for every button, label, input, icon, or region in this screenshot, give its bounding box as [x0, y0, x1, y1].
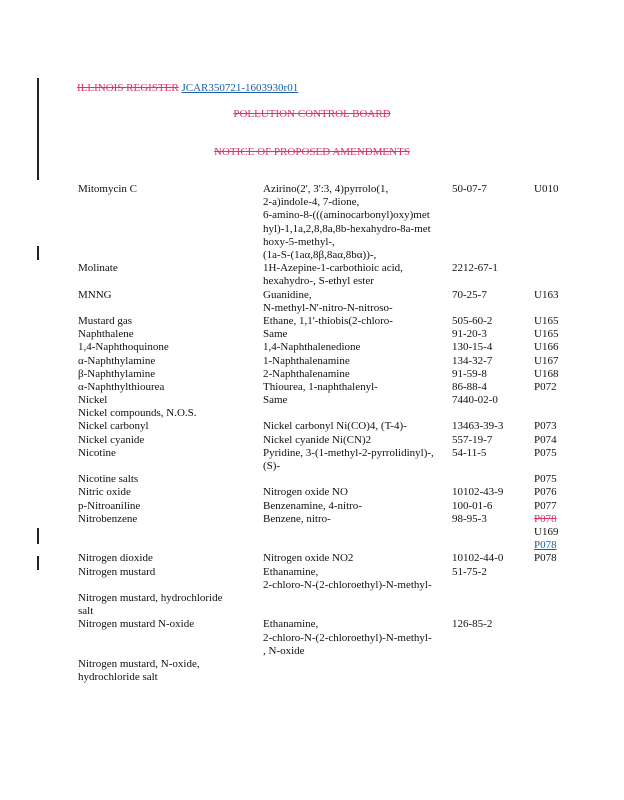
cell-line: 1,4-Naphthoquinone	[78, 341, 169, 354]
cell-line: Nitrogen oxide NO	[263, 486, 348, 499]
substance-name	[78, 420, 248, 433]
substance-name	[78, 183, 248, 196]
substance-name	[78, 618, 248, 631]
table-row	[0, 289, 624, 315]
cas-number: 91-20-3	[452, 328, 487, 341]
cell-line: U163	[534, 288, 559, 301]
table-row	[0, 552, 624, 565]
register-struck-text: ILLINOIS REGISTER	[77, 82, 179, 94]
register-header	[77, 82, 298, 95]
hazardous-waste-number	[534, 566, 594, 579]
hazardous-waste-number	[534, 500, 594, 513]
cell-line: Pyridine, 3-(1-methyl-2-pyrrolidinyl)-,	[263, 446, 434, 459]
cell-line: hydrochloride salt	[78, 671, 158, 684]
cell-line: α-Naphthylthiourea	[78, 380, 165, 393]
notice-title: NOTICE OF PROPOSED AMENDMENTS	[214, 146, 410, 158]
substance-name	[78, 355, 248, 368]
hazardous-waste-number	[534, 394, 594, 407]
cas-number: 505-60-2	[452, 314, 493, 327]
chemical-abstracts-name	[263, 289, 451, 315]
cell-line	[534, 394, 594, 407]
chemical-abstracts-name	[263, 368, 451, 381]
cell-line: Mustard gas	[78, 314, 133, 327]
cas-number: 70-25-7	[452, 288, 487, 301]
cell-line	[534, 658, 594, 671]
chemical-abstracts-name	[263, 434, 451, 447]
table-row	[0, 341, 624, 354]
substance-name	[78, 500, 248, 513]
hazardous-waste-number	[534, 473, 594, 486]
chemical-abstracts-name	[263, 566, 451, 592]
hazardous-waste-number	[534, 315, 594, 328]
chemical-abstracts-name	[263, 381, 451, 394]
substance-name	[78, 368, 248, 381]
cas-number: 134-32-7	[452, 354, 493, 367]
chemical-abstracts-name	[263, 315, 451, 328]
cell-line: U167	[534, 354, 559, 367]
cell-line: Nicotine	[78, 446, 116, 459]
substance-name	[78, 473, 248, 486]
substance-name	[78, 381, 248, 394]
table-row	[0, 328, 624, 341]
substance-name	[78, 407, 248, 420]
chemical-abstracts-name	[263, 552, 451, 565]
chemical-abstracts-name	[263, 500, 451, 513]
hazardous-waste-number	[534, 513, 594, 553]
cell-line: P074	[534, 433, 557, 446]
table-row	[0, 513, 624, 553]
cell-line: P078	[534, 539, 557, 552]
cell-line: Same	[263, 328, 288, 341]
substance-name	[78, 447, 248, 460]
cell-line: Molinate	[78, 262, 118, 275]
substance-name	[78, 552, 248, 565]
cas-number: 13463-39-3	[452, 420, 504, 433]
hazardous-waste-number	[534, 368, 594, 381]
cell-line: Guanidine,	[263, 288, 312, 301]
cell-line: Nitrogen mustard N-oxide	[78, 618, 195, 631]
chemical-abstracts-name	[263, 420, 451, 433]
chemical-abstracts-name	[263, 513, 451, 526]
chemical-abstracts-name	[263, 658, 451, 671]
hazardous-waste-number	[534, 434, 594, 447]
cell-line: Same	[263, 394, 288, 407]
chemical-abstracts-name	[263, 355, 451, 368]
table-row	[0, 486, 624, 499]
substance-name	[78, 486, 248, 499]
cas-number: 2212-67-1	[452, 262, 498, 275]
chemical-abstracts-name	[263, 394, 451, 407]
cell-line: Nickel carbonyl	[78, 420, 149, 433]
table-row	[0, 355, 624, 368]
hazardous-waste-number	[534, 328, 594, 341]
cell-line	[263, 658, 451, 671]
cas-number: 50-07-7	[452, 183, 487, 195]
table-row	[0, 618, 624, 658]
cell-line: 2-a)indole-4, 7-dione,	[263, 196, 360, 209]
hazardous-waste-number	[534, 552, 594, 565]
hazardous-waste-number	[534, 355, 594, 368]
substance-name	[78, 315, 248, 328]
hazardous-waste-number	[534, 618, 594, 631]
cell-line: U165	[534, 328, 559, 341]
cell-line: MNNG	[78, 288, 112, 301]
cell-line: P078	[534, 512, 557, 525]
table-row	[0, 394, 624, 407]
table-row	[0, 447, 624, 473]
hazardous-waste-number	[534, 592, 594, 605]
cell-line: Ethanamine,	[263, 618, 319, 631]
cas-number: 130-15-4	[452, 341, 493, 354]
cell-line: 1H-Azepine-1-carbothioic acid,	[263, 262, 403, 275]
hazardous-waste-number	[534, 183, 594, 196]
cell-line: hexahydro-, S-ethyl ester	[263, 275, 374, 288]
cell-line	[263, 407, 451, 420]
chemical-abstracts-name	[263, 183, 451, 262]
substance-name	[78, 513, 248, 526]
hazardous-waste-number	[534, 420, 594, 433]
substance-name	[78, 328, 248, 341]
substance-name	[78, 434, 248, 447]
cas-number: 91-59-8	[452, 367, 487, 380]
substance-name	[78, 592, 248, 618]
chemical-abstracts-name	[263, 341, 451, 354]
table-row	[0, 183, 624, 262]
cas-number: 54-11-5	[452, 446, 487, 459]
cell-line: Benzenamine, 4-nitro-	[263, 499, 362, 512]
cell-line: 1-Naphthalenamine	[263, 354, 350, 367]
cell-line: U168	[534, 367, 559, 380]
chemical-abstracts-name	[263, 407, 451, 420]
cell-line: Nickel cyanide	[78, 433, 145, 446]
cell-line: p-Nitroaniline	[78, 499, 141, 512]
table-row	[0, 381, 624, 394]
cell-line: U169	[534, 525, 559, 538]
cell-line: Nickel compounds, N.O.S.	[78, 407, 197, 420]
hazardous-waste-number	[534, 407, 594, 420]
cell-line: P072	[534, 380, 557, 393]
cell-line: 1,4-Naphthalenedione	[263, 341, 361, 354]
hazardous-waste-number	[534, 289, 594, 302]
table-row	[0, 473, 624, 486]
cell-line	[534, 407, 594, 420]
chemical-abstracts-name	[263, 328, 451, 341]
cell-line: Nitric oxide	[78, 486, 131, 499]
cell-line: 2-chloro-N-(2-chloroethyl)-N-methyl-	[263, 578, 432, 591]
cell-line: Nickel carbonyl Ni(CO)4, (T-4)-	[263, 420, 407, 433]
cell-line: P078	[534, 552, 557, 565]
hazardous-waste-number	[534, 381, 594, 394]
cell-line	[534, 618, 594, 631]
cell-line: α-Naphthylamine	[78, 354, 156, 367]
hazardous-waste-number	[534, 341, 594, 354]
cell-line	[534, 262, 594, 275]
cell-line: P073	[534, 420, 557, 433]
cas-number: 126-85-2	[452, 618, 493, 631]
cell-line: U165	[534, 314, 559, 327]
cell-line: P075	[534, 446, 557, 459]
chemical-abstracts-name	[263, 447, 451, 473]
cas-number: 557-19-7	[452, 433, 493, 446]
cell-line: Nickel	[78, 394, 108, 407]
cell-line: 6-amino-8-(((aminocarbonyl)oxy)met	[263, 209, 430, 222]
cell-line: Ethane, 1,1'-thiobis(2-chloro-	[263, 314, 393, 327]
cell-line	[263, 473, 451, 486]
cas-number: 10102-44-0	[452, 552, 504, 565]
cell-line: hoxy-5-methyl-,	[263, 235, 335, 248]
cell-line: Nickel cyanide Ni(CN)2	[263, 433, 372, 446]
hazardous-waste-number	[534, 658, 594, 671]
cell-line: Mitomycin C	[78, 183, 137, 195]
revision-bar-top	[37, 78, 39, 180]
cell-line: U010	[534, 183, 559, 195]
cas-number: 7440-02-0	[452, 394, 498, 407]
substance-name	[78, 289, 248, 302]
agency-title: POLLUTION CONTROL BOARD	[233, 108, 391, 120]
cell-line: Nitrogen oxide NO2	[263, 552, 354, 565]
chemical-abstracts-name	[263, 486, 451, 499]
table-row	[0, 315, 624, 328]
cell-line	[534, 566, 594, 579]
table-row	[0, 262, 624, 288]
cas-number: 10102-43-9	[452, 486, 504, 499]
chemical-abstracts-name	[263, 473, 451, 486]
cell-line: Naphthalene	[78, 328, 134, 341]
cell-line: P077	[534, 499, 557, 512]
chemical-abstracts-name	[263, 592, 451, 605]
substance-name	[78, 262, 248, 275]
cell-line: β-Naphthylamine	[78, 367, 156, 380]
hazardous-waste-number	[534, 486, 594, 499]
substance-name	[78, 566, 248, 579]
table-row	[0, 500, 624, 513]
substance-name	[78, 394, 248, 407]
table-row	[0, 566, 624, 592]
cell-line: Nicotine salts	[78, 473, 139, 486]
cell-line: Nitrogen mustard	[78, 565, 156, 578]
cell-line: Nitrogen dioxide	[78, 552, 153, 565]
table-row	[0, 368, 624, 381]
cas-number: 51-75-2	[452, 565, 487, 578]
chemical-abstracts-name	[263, 262, 451, 288]
hazardous-waste-number	[534, 262, 594, 275]
cell-line: , N-oxide	[263, 644, 305, 657]
cas-number: 100-01-6	[452, 499, 493, 512]
cell-line: 2-chloro-N-(2-chloroethyl)-N-methyl-	[263, 631, 432, 644]
hazardous-waste-number	[534, 447, 594, 460]
chemical-abstracts-name	[263, 618, 451, 658]
table-row	[0, 420, 624, 433]
cell-line: 2-Naphthalenamine	[263, 367, 350, 380]
cell-line: Nitrobenzene	[78, 512, 138, 525]
cas-number: 98-95-3	[452, 512, 487, 525]
cell-line: (1a-S-(1aα,8β,8aα,8bα))-,	[263, 248, 377, 261]
table-row	[0, 658, 624, 684]
register-inserted-text: JCAR350721-1603930r01	[181, 82, 299, 94]
cell-line: P075	[534, 473, 557, 486]
cell-line: (S)-	[263, 460, 281, 473]
cell-line: Ethanamine,	[263, 565, 319, 578]
cell-line: hyl)-1,1a,2,8,8a,8b-hexahydro-8a-met	[263, 222, 431, 235]
hazardous-substance-table	[0, 183, 624, 684]
cell-line: U166	[534, 341, 559, 354]
cell-line: Azirino(2', 3':3, 4)pyrrolo(1,	[263, 183, 389, 195]
cell-line: P076	[534, 486, 557, 499]
cell-line	[534, 592, 594, 605]
cell-line	[263, 592, 451, 605]
substance-name	[78, 341, 248, 354]
substance-name	[78, 658, 248, 684]
cell-line: Nitrogen mustard, hydrochloride	[78, 591, 223, 604]
table-row	[0, 592, 624, 618]
table-row	[0, 434, 624, 447]
table-row	[0, 407, 624, 420]
cell-line: Thiourea, 1-naphthalenyl-	[263, 380, 378, 393]
cell-line: Nitrogen mustard, N-oxide,	[78, 657, 200, 670]
cas-number: 86-88-4	[452, 380, 487, 393]
cell-line: salt	[78, 605, 94, 618]
cell-line: Benzene, nitro-	[263, 512, 331, 525]
cell-line: N-methyl-N'-nitro-N-nitroso-	[263, 301, 393, 314]
